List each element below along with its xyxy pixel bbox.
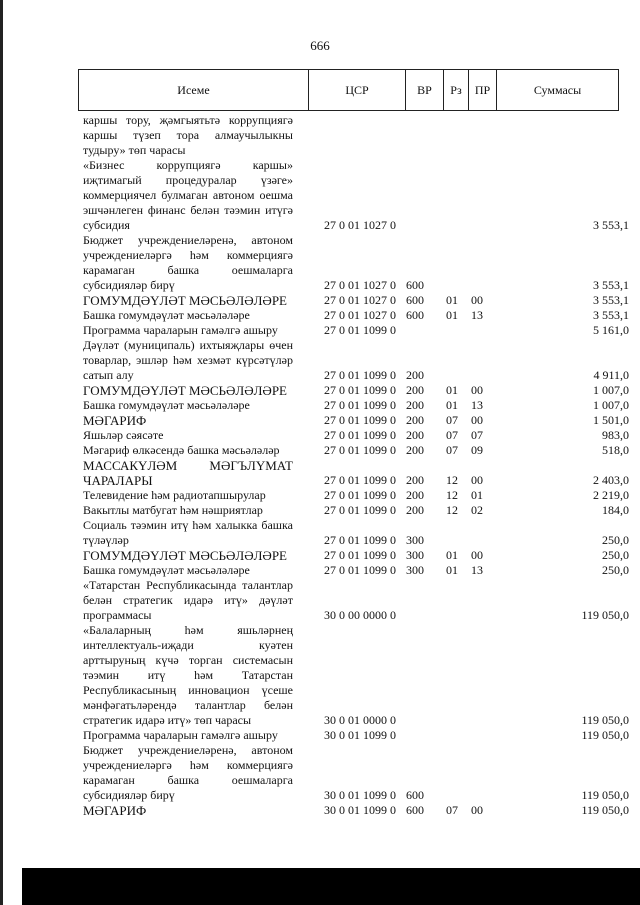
row-vr: 200 xyxy=(406,368,424,382)
row-name-line: коммерциячел булмаган автоном оешма xyxy=(83,188,293,202)
row-name xyxy=(83,578,293,623)
row-csr: 27 0 01 1099 0 xyxy=(324,548,396,562)
row-name xyxy=(83,113,293,158)
row-name-line: товарлар, эшләр һәм хезмәт күрсәтүләр xyxy=(83,353,293,367)
row-name xyxy=(83,728,293,743)
table-row xyxy=(83,458,629,488)
row-name-line: каршы түзеп тора алмаучылыкны xyxy=(83,128,293,142)
table-row xyxy=(83,383,629,398)
row-vr: 200 xyxy=(406,383,424,397)
row-name-line: Республикасының инновацион үсеше xyxy=(83,683,293,697)
row-name-line: субсидия xyxy=(83,218,130,232)
row-name-line: ГОМУМДӘҮЛӘТ МӘСЬӘЛӘЛӘРЕ xyxy=(83,383,287,398)
row-name xyxy=(83,323,293,338)
row-csr: 27 0 01 1099 0 xyxy=(324,533,396,547)
row-name-line: Башка гомумдәүләт мәсьәләләре xyxy=(83,308,250,322)
row-sum: 1 007,0 xyxy=(593,383,629,397)
row-name xyxy=(83,308,293,323)
header-csr: ЦСР xyxy=(309,70,406,110)
row-name xyxy=(83,563,293,578)
row-csr: 27 0 01 1099 0 xyxy=(324,398,396,412)
row-sum: 119 050,0 xyxy=(581,713,629,727)
row-csr: 30 0 01 1099 0 xyxy=(324,788,396,802)
row-pr: 00 xyxy=(471,548,483,562)
table-row xyxy=(83,293,629,308)
row-sum: 119 050,0 xyxy=(581,788,629,802)
row-sum: 119 050,0 xyxy=(581,728,629,742)
row-rz: 07 xyxy=(446,803,458,817)
row-name-line: тудыру» төп чарасы xyxy=(83,143,186,157)
row-pr: 00 xyxy=(471,413,483,427)
row-sum: 1 501,0 xyxy=(593,413,629,427)
row-sum: 250,0 xyxy=(602,533,629,547)
row-name-line: «Балаларның һәм яшьләрнең xyxy=(83,623,293,637)
row-vr: 600 xyxy=(406,293,424,307)
row-csr: 27 0 01 1099 0 xyxy=(324,443,396,457)
row-name xyxy=(83,518,293,548)
row-name-line: карамаган башка оешмаларга xyxy=(83,773,293,787)
row-vr: 600 xyxy=(406,278,424,292)
table-row xyxy=(83,743,629,803)
header-vr: ВР xyxy=(406,70,444,110)
row-sum: 4 911,0 xyxy=(593,368,629,382)
row-vr: 200 xyxy=(406,473,424,487)
row-pr: 00 xyxy=(471,293,483,307)
row-csr: 30 0 01 1099 0 xyxy=(324,728,396,742)
table-row xyxy=(83,563,629,578)
row-name-line: МӘГАРИФ xyxy=(83,803,147,818)
row-rz: 01 xyxy=(446,293,458,307)
row-sum: 3 553,1 xyxy=(593,278,629,292)
row-sum: 119 050,0 xyxy=(581,803,629,817)
row-name-line: каршы тору, җәмгыятьтә коррупциягә xyxy=(83,113,293,127)
table-header xyxy=(78,69,619,111)
row-pr: 01 xyxy=(471,488,483,502)
row-sum: 983,0 xyxy=(602,428,629,442)
row-name-line: Дәүләт (муниципаль) ихтыяҗлары өчен xyxy=(83,338,293,352)
row-name-line: субсидияләр бирү xyxy=(83,788,175,802)
table-row xyxy=(83,488,629,503)
row-name xyxy=(83,548,293,563)
row-sum: 1 007,0 xyxy=(593,398,629,412)
row-name-line: ГОМУМДӘҮЛӘТ МӘСЬӘЛӘЛӘРЕ xyxy=(83,293,287,308)
row-name-line: Яшьләр сәясәте xyxy=(83,428,164,442)
row-name-line: Бюджет учреждениеләренә, автоном xyxy=(83,233,293,247)
row-name-line: учреждениеләргә һәм коммерциягә xyxy=(83,758,293,772)
header-name: Исеме xyxy=(79,70,309,110)
table-row xyxy=(83,518,629,548)
row-rz: 12 xyxy=(446,473,458,487)
table-row xyxy=(83,578,629,623)
row-csr: 27 0 01 1027 0 xyxy=(324,278,396,292)
row-vr: 200 xyxy=(406,488,424,502)
row-name xyxy=(83,488,293,503)
row-name xyxy=(83,338,293,383)
row-name xyxy=(83,503,293,518)
row-name-line: мәнфәгатьләрендә талантлар белән xyxy=(83,698,293,712)
row-sum: 2 219,0 xyxy=(593,488,629,502)
row-name-line: Социаль тәэмин итү һәм халыкка башка xyxy=(83,518,293,532)
row-csr: 27 0 01 1099 0 xyxy=(324,503,396,517)
row-rz: 12 xyxy=(446,488,458,502)
row-name-line: тәэмин итү һәм Татарстан xyxy=(83,668,293,682)
row-name-line: белән стратегик идарә итү» дәүләт xyxy=(83,593,293,607)
row-sum: 119 050,0 xyxy=(581,608,629,622)
row-vr: 600 xyxy=(406,308,424,322)
row-csr: 27 0 01 1099 0 xyxy=(324,323,396,337)
row-name-line: иҗтимагый процедуралар үзәге» xyxy=(83,173,293,187)
row-sum: 3 553,1 xyxy=(593,308,629,322)
row-name xyxy=(83,158,293,233)
row-rz: 01 xyxy=(446,308,458,322)
row-name-line: программасы xyxy=(83,608,152,622)
row-csr: 30 0 00 0000 0 xyxy=(324,608,396,622)
row-pr: 13 xyxy=(471,563,483,577)
row-pr: 02 xyxy=(471,503,483,517)
row-rz: 01 xyxy=(446,548,458,562)
table-row xyxy=(83,443,629,458)
row-name-line: Программа чараларын гамәлгә ашыру xyxy=(83,728,278,742)
table-row xyxy=(83,323,629,338)
row-pr: 00 xyxy=(471,473,483,487)
row-name-line: «Бизнес коррупциягә каршы» xyxy=(83,158,293,172)
table-row xyxy=(83,113,629,158)
row-sum: 3 553,1 xyxy=(593,293,629,307)
row-name-line: түләүләр xyxy=(83,533,129,547)
row-name-line: Мәгариф өлкәсендә башка мәсьәләләр xyxy=(83,443,280,457)
row-sum: 2 403,0 xyxy=(593,473,629,487)
row-name xyxy=(83,443,293,458)
row-pr: 09 xyxy=(471,443,483,457)
table-body xyxy=(83,113,629,818)
header-rz: Рз xyxy=(444,70,469,110)
row-name xyxy=(83,458,293,488)
row-vr: 200 xyxy=(406,503,424,517)
row-rz: 01 xyxy=(446,398,458,412)
row-name-line: карамаган башка оешмаларга xyxy=(83,263,293,277)
row-name xyxy=(83,233,293,293)
row-name-line: ЧАРАЛАРЫ xyxy=(83,473,153,488)
row-name xyxy=(83,623,293,728)
row-name xyxy=(83,413,293,428)
row-name xyxy=(83,293,293,308)
row-csr: 27 0 01 1099 0 xyxy=(324,383,396,397)
row-vr: 200 xyxy=(406,398,424,412)
row-sum: 5 161,0 xyxy=(593,323,629,337)
row-vr: 200 xyxy=(406,443,424,457)
scan-left-edge xyxy=(0,0,3,905)
table-row xyxy=(83,803,629,818)
scan-bottom-border xyxy=(22,868,640,905)
row-pr: 13 xyxy=(471,308,483,322)
row-rz: 01 xyxy=(446,383,458,397)
row-name-line: интеллектуаль-иҗади куәтен xyxy=(83,638,293,652)
row-name-line: сатып алу xyxy=(83,368,134,382)
row-pr: 00 xyxy=(471,803,483,817)
row-vr: 300 xyxy=(406,563,424,577)
row-sum: 250,0 xyxy=(602,563,629,577)
row-sum: 184,0 xyxy=(602,503,629,517)
table-row xyxy=(83,728,629,743)
row-name-line: Вакытлы матбугат һәм нәшриятлар xyxy=(83,503,263,517)
row-name-line: Башка гомумдәүләт мәсьәләләре xyxy=(83,398,250,412)
header-pr: ПР xyxy=(469,70,497,110)
table-row xyxy=(83,413,629,428)
row-name-line: Башка гомумдәүләт мәсьәләләре xyxy=(83,563,250,577)
row-name xyxy=(83,383,293,398)
row-csr: 27 0 01 1099 0 xyxy=(324,473,396,487)
row-rz: 07 xyxy=(446,443,458,457)
row-sum: 250,0 xyxy=(602,548,629,562)
row-name-line: эшчәнлеген финанс белән тәэмин итүгә xyxy=(83,203,293,217)
table-row xyxy=(83,308,629,323)
row-rz: 01 xyxy=(446,563,458,577)
page-number: 666 xyxy=(310,38,330,53)
row-csr: 30 0 01 0000 0 xyxy=(324,713,396,727)
row-rz: 12 xyxy=(446,503,458,517)
row-csr: 27 0 01 1099 0 xyxy=(324,563,396,577)
row-name-line: арттыруның күчә торган системасын xyxy=(83,653,293,667)
table-row xyxy=(83,623,629,728)
row-pr: 07 xyxy=(471,428,483,442)
row-name-line: Телевидение һәм радиотапшырулар xyxy=(83,488,266,502)
row-name xyxy=(83,398,293,413)
row-name-line: «Татарстан Республикасында талантлар xyxy=(83,578,293,592)
row-name xyxy=(83,743,293,803)
row-sum: 3 553,1 xyxy=(593,218,629,232)
row-vr: 600 xyxy=(406,788,424,802)
header-sum: Суммасы xyxy=(533,82,582,97)
row-name-line: ГОМУМДӘҮЛӘТ МӘСЬӘЛӘЛӘРЕ xyxy=(83,548,287,563)
row-name-line: МАССАКҮЛӘМ МӘГЪЛҮМАТ xyxy=(83,458,293,473)
row-vr: 200 xyxy=(406,428,424,442)
row-csr: 27 0 01 1099 0 xyxy=(324,428,396,442)
table-row xyxy=(83,338,629,383)
row-pr: 00 xyxy=(471,383,483,397)
row-rz: 07 xyxy=(446,413,458,427)
row-name-line: Программа чараларын гамәлгә ашыру xyxy=(83,323,278,337)
row-name-line: стратегик идарә итү» төп чарасы xyxy=(83,713,252,727)
row-name xyxy=(83,428,293,443)
row-csr: 27 0 01 1027 0 xyxy=(324,308,396,322)
table-row xyxy=(83,233,629,293)
row-vr: 300 xyxy=(406,533,424,547)
table-row xyxy=(83,428,629,443)
row-name-line: Бюджет учреждениеләренә, автоном xyxy=(83,743,293,757)
row-rz: 07 xyxy=(446,428,458,442)
row-csr: 27 0 01 1099 0 xyxy=(324,488,396,502)
row-name xyxy=(83,803,293,818)
table-row xyxy=(83,158,629,233)
row-pr: 13 xyxy=(471,398,483,412)
row-sum: 518,0 xyxy=(602,443,629,457)
row-csr: 27 0 01 1099 0 xyxy=(324,413,396,427)
row-vr: 600 xyxy=(406,803,424,817)
table-row xyxy=(83,548,629,563)
row-name-line: МӘГАРИФ xyxy=(83,413,147,428)
row-csr: 27 0 01 1027 0 xyxy=(324,293,396,307)
row-name-line: учреждениеләргә һәм коммерциягә xyxy=(83,248,293,262)
row-vr: 300 xyxy=(406,548,424,562)
row-csr: 30 0 01 1099 0 xyxy=(324,803,396,817)
table-row xyxy=(83,503,629,518)
table-row xyxy=(83,398,629,413)
row-csr: 27 0 01 1099 0 xyxy=(324,368,396,382)
row-name-line: субсидияләр бирү xyxy=(83,278,175,292)
row-csr: 27 0 01 1027 0 xyxy=(324,218,396,232)
row-vr: 200 xyxy=(406,413,424,427)
